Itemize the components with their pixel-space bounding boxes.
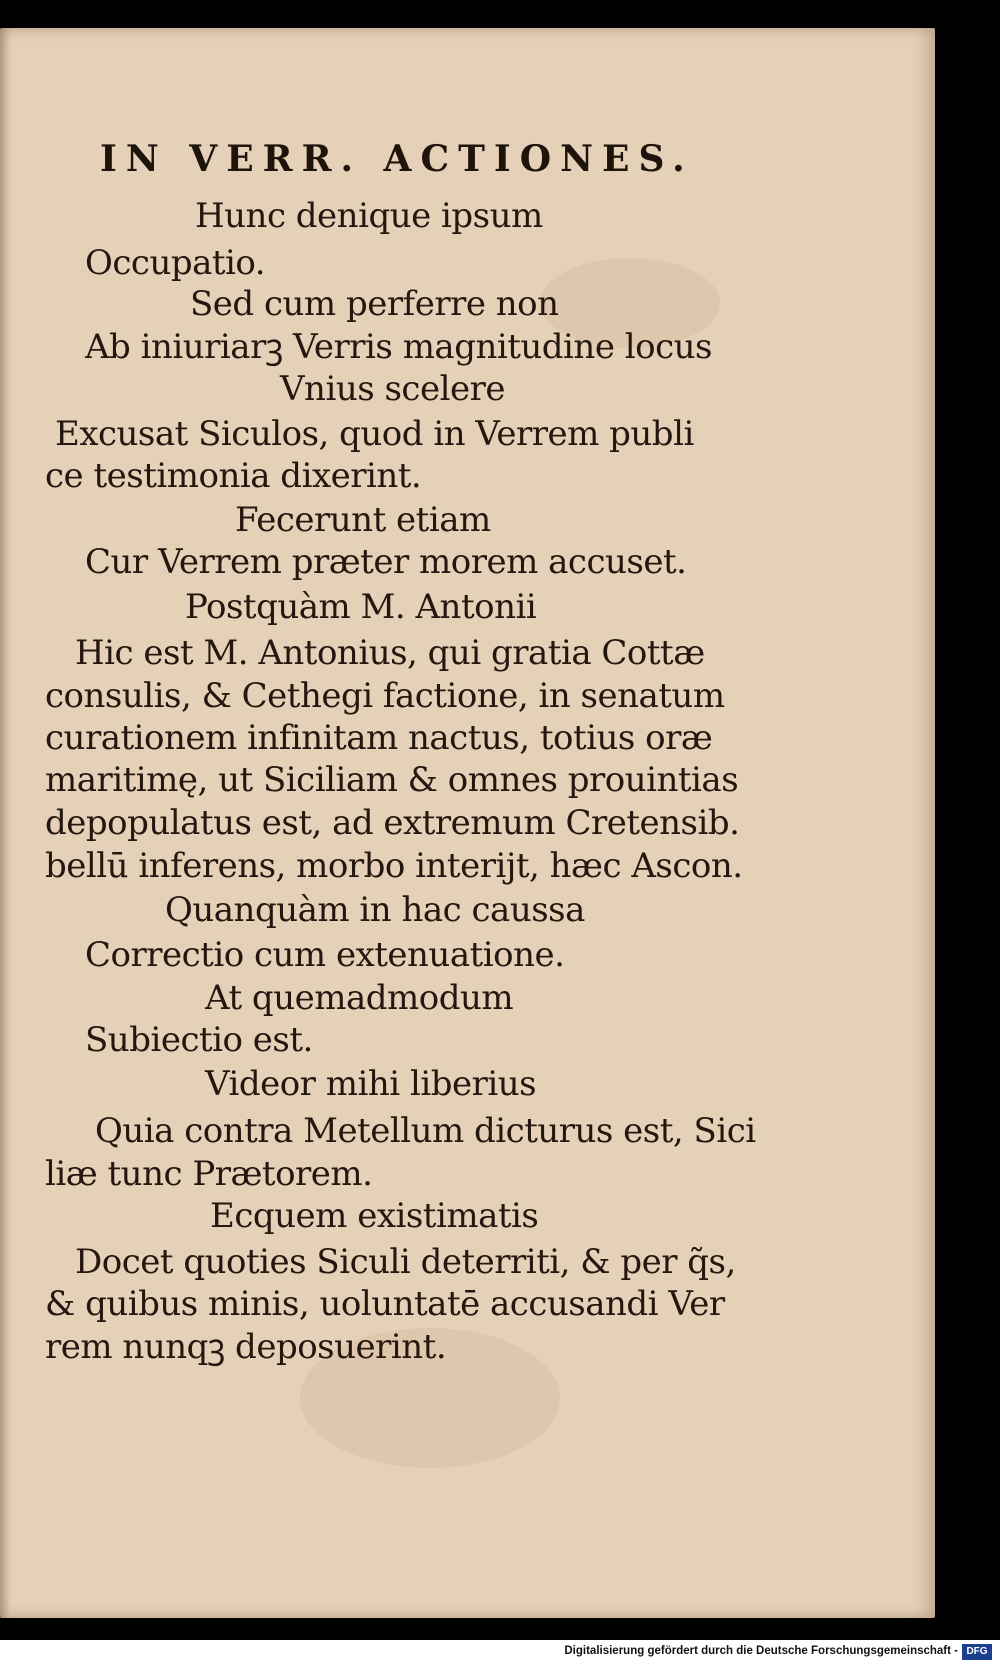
text-line: Hic est M. Antonius, qui gratia Cottæ — [75, 633, 705, 673]
text-line: Sed cum perferre non — [190, 284, 559, 324]
book-page — [0, 28, 935, 1618]
text-line: Videor mihi liberius — [205, 1064, 537, 1104]
text-line: ce testimonia dixerint. — [45, 456, 422, 496]
text-line: rem nunqꝫ deposuerint. — [45, 1327, 447, 1367]
text-line: depopulatus est, ad extremum Cretensib. — [45, 803, 740, 843]
text-line: consulis, & Cethegi factione, in senatum — [45, 676, 725, 716]
text-line: Subiectio est. — [85, 1020, 313, 1060]
funding-credit: Digitalisierung gefördert durch die Deutsche Forschungsgemeinschaft - — [564, 1645, 958, 1657]
digitization-footer — [0, 1640, 1000, 1666]
text-line: bellū inferens, morbo interijt, hæc Ascon. — [45, 846, 743, 886]
text-line: Quia contra Metellum dicturus est, Sici — [95, 1111, 756, 1151]
text-line: Quanquàm in hac caussa — [165, 890, 585, 930]
text-line: Hunc denique ipsum — [195, 196, 543, 236]
text-line: At quemadmodum — [205, 978, 514, 1018]
text-line: maritimę, ut Siciliam & omnes prouintias — [45, 760, 739, 800]
text-line: Occupatio. — [85, 243, 266, 283]
page-text — [0, 28, 935, 1618]
text-line: Docet quoties Siculi deterriti, & per q̃s, — [75, 1242, 736, 1282]
text-line: Correctio cum extenuatione. — [85, 935, 565, 975]
text-line: Ecquem existimatis — [210, 1196, 539, 1236]
text-line: Fecerunt etiam — [235, 500, 491, 540]
text-line: Postquàm M. Antonii — [185, 587, 537, 627]
text-line: Vnius scelere — [280, 369, 505, 409]
text-line: Excusat Siculos, quod in Verrem publi — [55, 414, 694, 454]
text-line: curationem infinitam nactus, totius oræ — [45, 718, 713, 758]
running-header: IN VERR. ACTIONES. — [100, 138, 694, 180]
dfg-logo: DFG — [962, 1644, 992, 1660]
text-line: liæ tunc Prætorem. — [45, 1154, 373, 1194]
text-line: Ab iniuriarꝫ Verris magnitudine locus — [85, 327, 712, 367]
text-line: & quibus minis, uoluntatē accusandi Ver — [45, 1284, 725, 1324]
text-line: Cur Verrem præter morem accuset. — [85, 542, 687, 582]
